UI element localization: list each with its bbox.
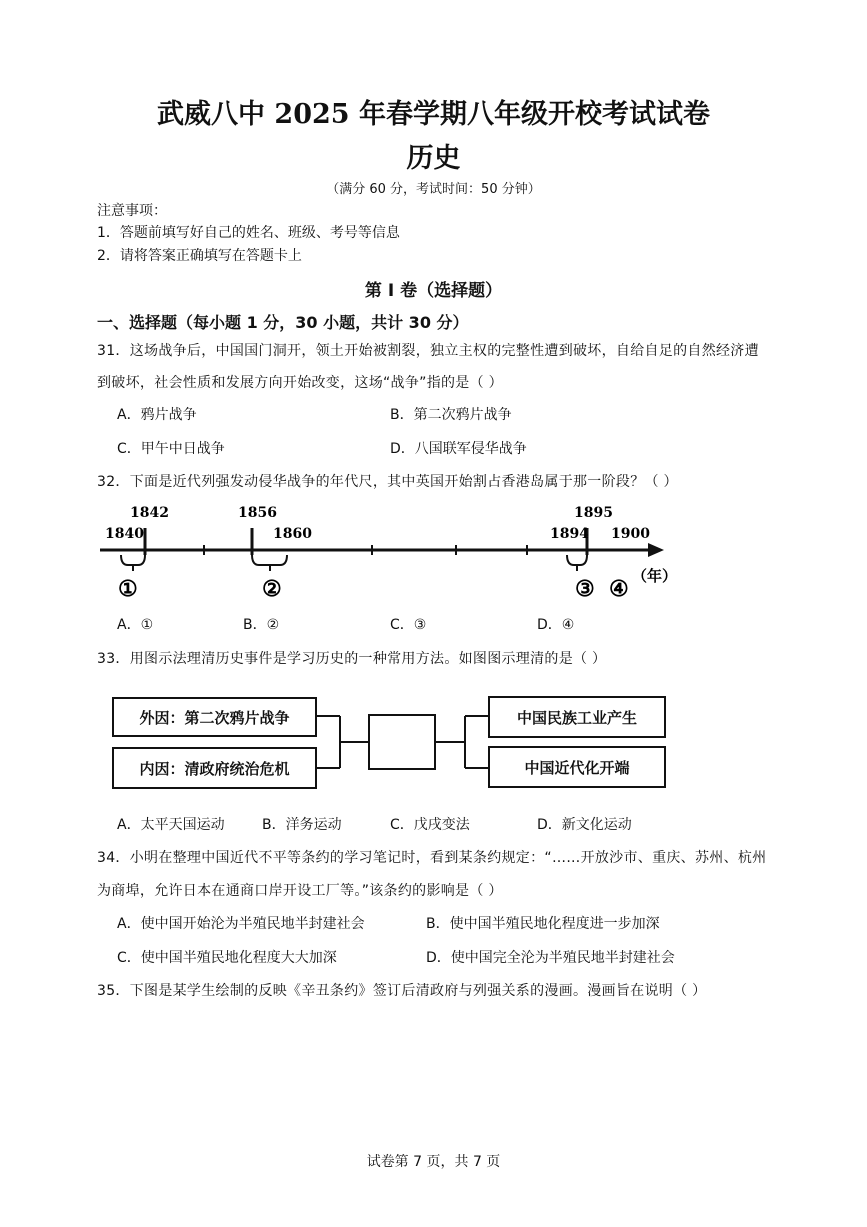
q33-option-b[interactable]: B．洋务运动: [262, 817, 342, 833]
q32-option-b[interactable]: B．②: [243, 617, 280, 633]
q32-option-a[interactable]: A．①: [117, 617, 154, 633]
page-footer: 试卷第 7 页，共 7 页: [366, 1154, 501, 1170]
q31-option-d[interactable]: D．八国联军侵华战争: [390, 441, 527, 457]
year-label: 1895: [574, 505, 613, 521]
diagram-box-result-top: 中国民族工业产生: [488, 696, 666, 738]
q31-option-c[interactable]: C．甲午中日战争: [117, 441, 225, 457]
diagram-box-internal-cause: 内因：清政府统治危机: [112, 747, 317, 789]
q32-stem: 32．下面是近代列强发动侵华战争的年代尺，其中英国开始割占香港岛属于那一阶段？（ ）: [97, 474, 678, 490]
exam-meta: （满分 60 分，考试时间：50 分钟）: [326, 182, 541, 197]
notes-item: 2．请将答案正确填写在答题卡上: [97, 248, 302, 264]
q34-option-b[interactable]: B．使中国半殖民地化程度进一步加深: [426, 916, 660, 932]
q35-stem: 35．下图是某学生绘制的反映《辛丑条约》签订后清政府与列强关系的漫画。漫画旨在说明（ ）: [97, 983, 707, 999]
q33-option-c[interactable]: C．戊戌变法: [390, 817, 470, 833]
q34-option-c[interactable]: C．使中国半殖民地化程度大大加深: [117, 950, 337, 966]
marker-1: ①: [118, 576, 138, 602]
q33-option-d[interactable]: D．新文化运动: [537, 817, 632, 833]
volume-title: 第 I 卷（选择题）: [364, 281, 503, 301]
year-label: 1900: [611, 526, 650, 542]
year-label: 1894: [550, 526, 589, 542]
q34-stem-line1: 34．小明在整理中国近代不平等条约的学习笔记时，看到某条约规定：“……开放沙市、重庆、苏州、杭州: [97, 850, 767, 866]
year-label: 1860: [273, 526, 312, 542]
marker-4: ④: [609, 576, 629, 602]
q33-stem: 33．用图示法理清历史事件是学习历史的一种常用方法。如图图示理清的是（ ）: [97, 651, 607, 667]
diagram-box-center-blank: [368, 714, 436, 770]
notes-heading: 注意事项：: [97, 203, 167, 219]
year-label: 1856: [238, 505, 277, 521]
q34-option-d[interactable]: D．使中国完全沦为半殖民地半封建社会: [426, 950, 675, 966]
q33-option-a[interactable]: A．太平天国运动: [117, 817, 225, 833]
year-label: 1842: [130, 505, 169, 521]
marker-3: ③: [575, 576, 595, 602]
exam-title: 武威八中 2025 年春学期八年级开校考试试卷: [157, 99, 710, 130]
q31-option-b[interactable]: B．第二次鸦片战争: [390, 407, 512, 423]
unit-label: （年）: [632, 567, 678, 585]
q31-stem-line1: 31．这场战争后，中国国门洞开，领土开始被割裂，独立主权的完整性遭到破坏，自给自足的自然经济遭: [97, 343, 759, 359]
section-title: 一、选择题（每小题 1 分，30 小题，共计 30 分）: [97, 313, 469, 332]
q32-option-d[interactable]: D．④: [537, 617, 575, 633]
q31-option-a[interactable]: A．鸦片战争: [117, 407, 197, 423]
q32-option-c[interactable]: C．③: [390, 617, 427, 633]
q34-stem-line2: 为商埠，允许日本在通商口岸开设工厂等。”该条约的影响是（ ）: [97, 883, 503, 899]
q34-option-a[interactable]: A．使中国开始沦为半殖民地半封建社会: [117, 916, 365, 932]
marker-2: ②: [262, 576, 282, 602]
q31-stem-line2: 到破坏，社会性质和发展方向开始改变，这场“战争”指的是（ ）: [97, 375, 503, 391]
year-label: 1840: [105, 526, 144, 542]
diagram-box-result-bottom: 中国近代化开端: [488, 746, 666, 788]
subject-title: 历史: [406, 143, 461, 174]
diagram-box-external-cause: 外因：第二次鸦片战争: [112, 697, 317, 737]
notes-item: 1．答题前填写好自己的姓名、班级、考号等信息: [97, 225, 400, 241]
